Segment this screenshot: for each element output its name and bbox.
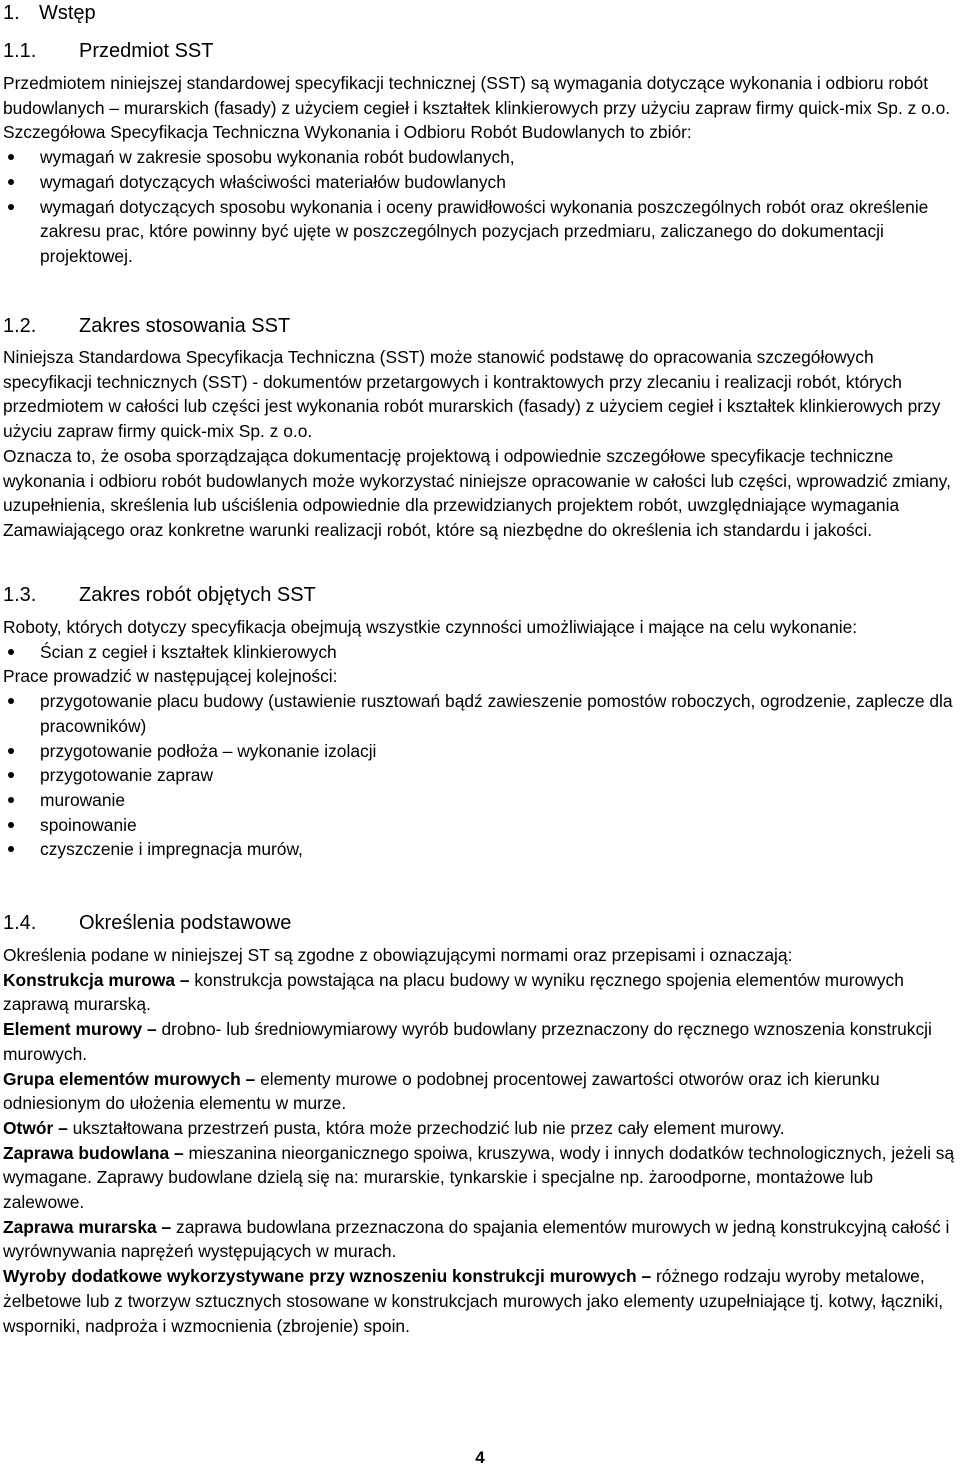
definition-text: zaprawa budowlana przeznaczona do spajania elementów murowych w jedną konstrukcyjną całość i wyrównywania naprężeń występujących w murach. [3, 1216, 950, 1262]
definition [3, 1116, 955, 1141]
section-1-1-body [3, 71, 955, 269]
page-number: 4 [475, 1448, 485, 1467]
paragraph: Prace prowadzić w następującej kolejności: [3, 666, 338, 687]
paragraph: Oznacza to, że osoba sporządzająca dokumentację projektową i odpowiednie szczegółowe specyfikacje techniczne wykonania i odbioru robót budowlanych może wykorzystać niniejsze opracowanie w całości lub części, wprowadzić zmiany, uzupełnienia, skreślenia lub uściślenia odpowiednie dla przewidzianych projektem robót, uwzględniające wymagania Zamawiającego oraz konkretne warunki realizacji robót, które są niezbędne do określenia ich standardu i jakości. [3, 445, 951, 540]
section-number: 1.1. [3, 40, 37, 62]
definition-term: Zaprawa budowlana – [3, 1142, 184, 1163]
list-item: wymagań dotyczących sposobu wykonania i oceny prawidłowości wykonania poszczególnych robót oraz określenie zakresu prac, które powinny być ujęte w poszczególnych pozycjach przedmiaru, zaliczanego do dokumentacji projektowej. [3, 195, 955, 269]
definition [3, 1067, 955, 1116]
paragraph: Niniejsza Standardowa Specyfikacja Techniczna (SST) może stanowić podstawę do opracowania szczegółowych specyfikacji technicznych (SST) - dokumentów przetargowych i kontraktowych przy zlecaniu i realizacji robót, których przedmiotem w całości lub części jest wykonania robót murarskich (fasady) z użyciem cegieł i kształtek klinkierowych przy użyciu zapraw firmy quick-mix Sp. z o.o. [3, 347, 941, 442]
list-item: wymagań w zakresie sposobu wykonania robót budowlanych, [3, 145, 955, 170]
list-item: spoinowanie [3, 813, 955, 838]
definition-text: konstrukcja powstająca na placu budowy w wyniku ręcznego spojenia elementów murowych zaprawą murarską. [3, 969, 904, 1015]
definition-term: Grupa elementów murowych – [3, 1068, 256, 1089]
section-1-2-body [3, 345, 955, 543]
definition-term: Konstrukcja murowa – [3, 969, 190, 990]
list-item: Ścian z cegieł i kształtek klinkierowych [3, 640, 955, 665]
list-item: czyszczenie i impregnacja murów, [3, 837, 955, 862]
bullet-list [3, 640, 955, 665]
paragraph: Roboty, których dotyczy specyfikacja obejmują wszystkie czynności umożliwiające i mające na celu wykonanie: [3, 617, 858, 637]
bullet-list [3, 145, 955, 269]
definition [3, 968, 955, 1017]
definition [3, 1264, 955, 1338]
paragraph: Określenia podane w niniejszej ST są zgodne z obowiązującymi normami oraz przepisami i oznaczają: [3, 945, 793, 965]
section-title: Określenia podstawowe [79, 912, 292, 934]
definition-text: drobno- lub średniowymiarowy wyrób budowlany przeznaczony do ręcznego wznoszenia konstrukcji murowych. [3, 1019, 932, 1064]
section-heading-1-2 [3, 314, 290, 338]
bullet-list [3, 689, 955, 862]
definition [3, 1215, 955, 1264]
heading-title: Wstęp [39, 2, 96, 24]
section-number: 1.3. [3, 584, 37, 606]
definition [3, 1017, 955, 1066]
section-title: Zakres stosowania SST [79, 315, 291, 337]
section-number: 1.4. [3, 912, 37, 934]
definition-text: elementy murowe o podobnej procentowej zawartości otworów oraz ich kierunku odniesionym do ułożenia elementu w murze. [3, 1068, 880, 1114]
section-number: 1.2. [3, 315, 37, 337]
section-heading-1-3 [3, 583, 316, 607]
definition-term: Otwór – [3, 1117, 68, 1138]
definition-term: Wyroby dodatkowe wykorzystywane przy wznoszeniu konstrukcji murowych – [3, 1266, 652, 1287]
definition [3, 1141, 955, 1215]
paragraph: Przedmiotem niniejszej standardowej specyfikacji technicznej (SST) są wymagania dotyczące wykonania i odbioru robót budowlanych – murarskich (fasady) z użyciem cegieł i kształtek klinkierowych przy użyciu zapraw firmy quick-mix Sp. z o.o. [3, 73, 951, 118]
heading-number: 1. [3, 2, 20, 24]
paragraph: Szczegółowa Specyfikacja Techniczna Wykonania i Odbioru Robót Budowlanych to zbiór: [3, 122, 692, 143]
definition-text: różnego rodzaju wyroby metalowe, żelbetowe lub z tworzyw sztucznych stosowane w konstrukcjach murowych jako elementy uzupełniające tj. kotwy, łączniki, wsporniki, nadproża i wzmocnienia (zbrojenie) spoin. [3, 1266, 944, 1336]
definition-text: mieszanina nieorganicznego spoiwa, kruszywa, wody i innych dodatków technologicznych, jeżeli są wymagane. Zaprawy budowlane dzielą się na: murarskie, tynkarskie i specjalne np. żaroodporne, montażowe lub zalewowe. [3, 1142, 955, 1213]
definition-text: ukształtowana przestrzeń pusta, która może przechodzić lub nie przez cały element murowy. [67, 1117, 785, 1138]
section-1-4-body [3, 943, 955, 1338]
list-item: przygotowanie podłoża – wykonanie izolacji [3, 739, 955, 764]
section-heading-1-1 [3, 39, 213, 63]
heading-wstep [3, 1, 96, 25]
section-heading-1-4 [3, 911, 291, 935]
list-item: wymagań dotyczących właściwości materiałów budowlanych [3, 170, 955, 195]
definition-term: Element murowy – [3, 1019, 157, 1040]
list-item: przygotowanie zapraw [3, 763, 955, 788]
section-1-3-body [3, 615, 955, 862]
list-item: murowanie [3, 788, 955, 813]
list-item: przygotowanie placu budowy (ustawienie rusztowań bądź zawieszenie pomostów roboczych, ogrodzenie, zaplecze dla pracowników) [3, 689, 955, 738]
section-title: Zakres robót objętych SST [79, 584, 316, 606]
section-title: Przedmiot SST [79, 40, 214, 62]
definition-term: Zaprawa murarska – [3, 1216, 172, 1237]
